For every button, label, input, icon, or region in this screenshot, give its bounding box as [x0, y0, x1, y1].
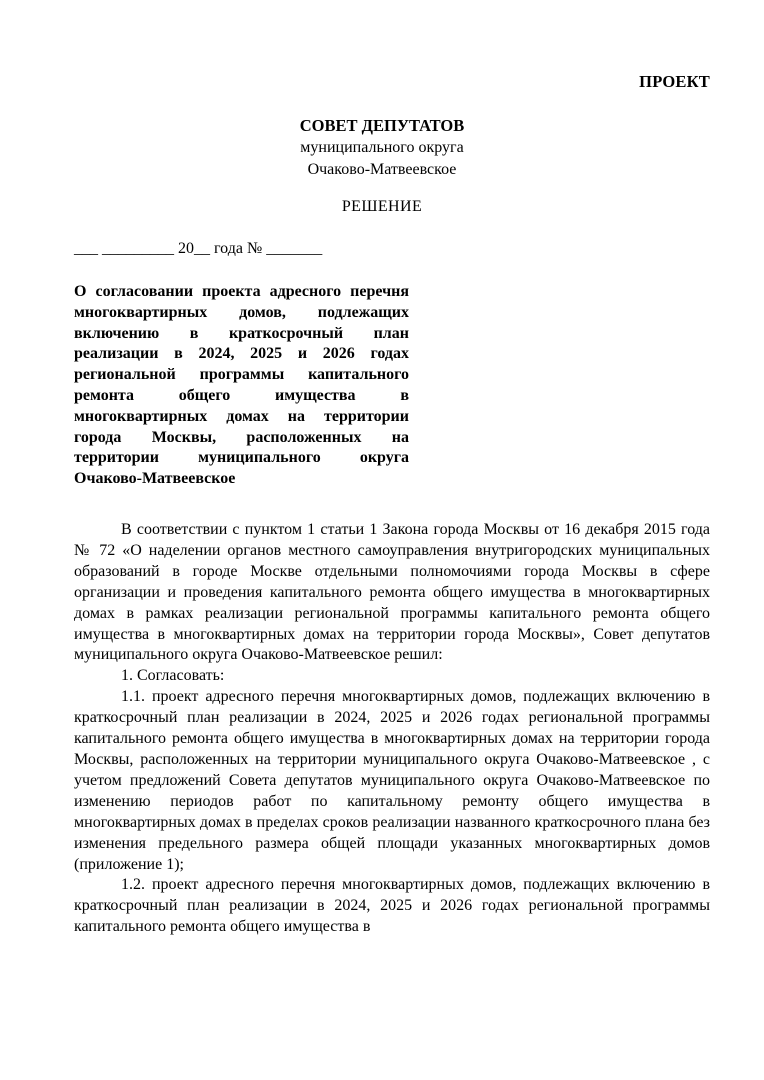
- item-1: 1. Согласовать:: [121, 667, 225, 685]
- decision-subject: О согласовании проекта адресного перечня многоквартирных домов, подлежащих включению в краткосрочный план реализации в 2024, 2025 и 2026 годах региональной программы капитального ремонта общего имущества в многоквартирных домах на территории города Москвы, расположенных на территории муниципального округа Очаково-Матвеевское: [74, 283, 409, 488]
- item-1-2: 1.2. проект адресного перечня многоквартирных домов, подлежащих включению в краткосрочный план реализации в 2024, 2025 и 2026 годах региональной программы капитального ремонта общего имущества в: [74, 876, 710, 936]
- org-line-3: Очаково-Матвеевское: [307, 161, 457, 178]
- document-type: РЕШЕНИЕ: [341, 198, 423, 215]
- document-body: [74, 520, 710, 938]
- draft-stamp: ПРОЕКТ: [639, 72, 710, 91]
- preamble-paragraph: В соответствии с пунктом 1 статьи 1 Закона города Москвы от 16 декабря 2015 года № 72 «О наделении органов местного самоуправления внутригородских муниципальных образований в городе Москве отдельными полномочиями города Москвы в сфере организации и проведения капитального ремонта общего имущества в многоквартирных домах в рамках реализации региональной программы капитального ремонта общего имущества в многоквартирных домах на территории города Москвы», Совет депутатов муниципального округа Очаково-Матвеевское решил:: [74, 521, 710, 664]
- org-name: СОВЕТ ДЕПУТАТОВ: [299, 116, 465, 135]
- org-line-2: муниципального округа: [300, 139, 464, 156]
- item-1-1: 1.1. проект адресного перечня многоквартирных домов, подлежащих включению в краткосрочный план реализации в 2024, 2025 и 2026 годах региональной программы капитального ремонта общего имущества в многоквартирных домах на территории города Москвы, расположенных на территории муниципального округа Очаково-Матвеевское , с учетом предложений Совета депутатов муниципального округа Очаково-Матвеевское по изменению периодов работ по капитальному ремонту общего имущества в многоквартирных домах в пределах сроков реализации названного краткосрочного плана без изменения предельного размера общей площади указанных многоквартирных домов (приложение 1);: [74, 688, 710, 873]
- date-number-line: ___ _________ 20__ года № _______: [74, 240, 323, 257]
- organization-header: [0, 115, 764, 181]
